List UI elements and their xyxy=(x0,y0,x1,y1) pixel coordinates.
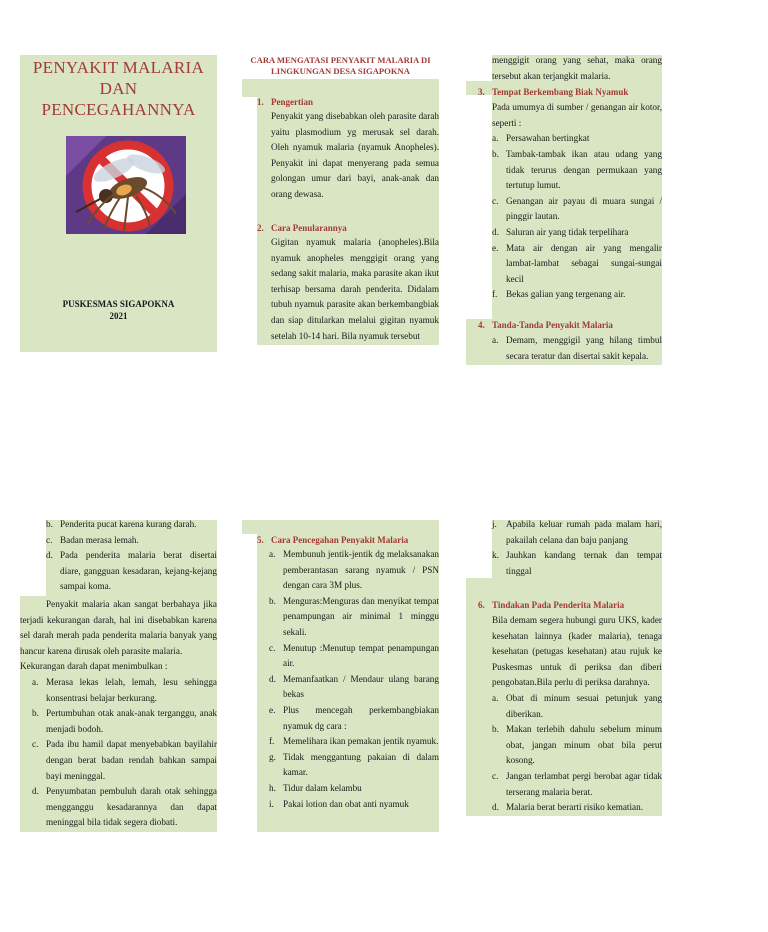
list-item: e. Plus mencegah perkembangbiakan nyamuk dg cara : xyxy=(269,704,439,731)
list-item: d. Penyumbatan pembuluh darah otak sehingga mengganggu kesadarannya dan dapat meninggal bila tidak segera diobati. xyxy=(32,786,217,828)
section-heading: 4. Tanda-Tanda Penyakit Malaria xyxy=(478,319,613,330)
danger-section xyxy=(20,597,217,831)
symptoms-list xyxy=(492,333,662,364)
paragraph: Penyakit malaria akan sangat berbahaya jika terjadi kekurangan darah, hal ini disebabkan karena sel darah merah pada penderita malaria banyak yang hancur karena dirusak oleh parasite malaria. xyxy=(20,599,217,656)
list-item: a. Merasa lekas lelah, lemah, lesu sehingga konsentrasi belajar berkurang. xyxy=(32,676,217,703)
list-item: c. Genangan air payau di muara sungai / pinggir lautan. xyxy=(492,195,662,222)
list-item: a. Persawahan bertingkat xyxy=(492,133,590,144)
list-item: a. Membunuh jentik-jentik dg melaksanakan pemberantasan sarang nyamuk / PSN dengan cara 3M plus. xyxy=(269,549,439,591)
organization-name: PUSKESMAS SIGAPOKNA xyxy=(62,299,175,309)
section-bg xyxy=(466,578,662,594)
list-item: d. Memanfaatkan / Mendaur ulang barang bekas xyxy=(269,673,439,700)
list-item: g. Tidak menggantung pakaian di dalam kamar. xyxy=(269,751,439,778)
list-item: c. Badan merasa lemah. xyxy=(46,534,139,545)
section-heading: 5. Cara Pencegahan Penyakit Malaria xyxy=(257,535,409,545)
list-item: a. Demam, menggigil yang hilang timbul secara teratur dan disertai sakit kepala. xyxy=(492,334,662,361)
cover-title-line3: PENCEGAHANNYA xyxy=(41,100,196,119)
list-item: d. Saluran air yang tidak terpelihara xyxy=(492,226,629,237)
treatment-section xyxy=(478,597,662,816)
prevention-content xyxy=(257,533,439,812)
list-item: k. Jauhkan kandang ternak dan tempat tinggal xyxy=(492,550,662,576)
effects-list xyxy=(20,675,217,831)
list-item: f. Bekas galian yang tergenang air. xyxy=(492,289,626,300)
section-text: Gigitan nyamuk malaria (anopheles).Bila nyamuk anopheles menggigit orang yang sedang sakit malaria, maka parasite akan ikut terhisap bersama darah penderita. Didalam tubuh nyamuk parasite akan berkembangbiak dan siap ditularkan melalui gigitan nyamuk setelah 10-14 hari. Bila nyamuk tersebut xyxy=(271,237,439,341)
prevention-cont xyxy=(492,517,662,579)
breeding-content xyxy=(478,53,662,364)
continued-text: menggigit orang yang sehat, maka orang tersebut akan terjangkit malaria. xyxy=(492,55,662,81)
section-bg xyxy=(242,520,439,534)
list-item: a. Obat di minum sesuai petunjuk yang diberikan. xyxy=(492,692,662,719)
list-item: b. Pertumbuhan otak anak-anak terganggu, anak menjadi bodoh. xyxy=(32,708,217,734)
section-intro: Pada umumya di sumber / genangan air kotor, seperti : xyxy=(492,102,662,128)
list-item: b. Penderita pucat karena kurang darah. xyxy=(46,519,197,529)
section-text: Penyakit yang disebabkan oleh parasite darah yaitu plasmodium yg merusak sel darah. Oleh nyamuk malaria (nyamuk Anopheles). Penyakit ini dapat menyerang pada semua golongan umur dari bayi, anak-anak dan orang dewasa. xyxy=(271,111,439,199)
prevention-list xyxy=(492,517,662,579)
list-item: b. Makan terlebih dahulu sebelum minum obat, jangan minum obat bila perut kosong. xyxy=(492,724,662,766)
panel-definition xyxy=(242,55,439,341)
cover-year: 2021 xyxy=(109,311,128,321)
breeding-list xyxy=(492,131,662,303)
list-item: c. Jangan terlambat pergi berobat agar tidak terserang malaria berat. xyxy=(492,770,662,797)
list-item: d. Malaria berat berarti risiko kematian. xyxy=(492,802,643,813)
cover-title-line2: DAN xyxy=(99,79,138,98)
section-text: Bila demam segera hubungi guru UKS, kader kesehatan lainnya (kader malaria), tenaga kesehatan (petugas kesehatan) atau rujuk ke Puskesmas untuk di periksa dan diberi pengobatan.Bila perlu di periksa darahnya. xyxy=(492,615,662,688)
list-item: b. Tambak-tambak ikan atau udang yang tidak terurus dengan permukaan yang tertutup lumut. xyxy=(492,148,662,191)
list-item: f. Memelihara ikan pemakan jentik nyamuk. xyxy=(269,736,439,747)
symptoms-cont xyxy=(46,517,217,595)
cover-title xyxy=(20,57,217,120)
list-item: i. Pakai lotion dan obat anti nyamuk xyxy=(269,798,409,809)
list-item: j. Apabila keluar rumah pada malam hari, pakailah celana dan baju panjang xyxy=(492,519,662,545)
list-item: c. Menutup :Menutup tempat penampungan air. xyxy=(269,642,439,669)
list-item: h. Tidur dalam kelambu xyxy=(269,782,362,793)
list-item: e. Mata air dengan air yang mengalir lambat-lambat sebagai sungai-sungai kecil xyxy=(492,242,662,284)
cover-title-line1: PENYAKIT MALARIA xyxy=(32,58,205,77)
list-item: b. Menguras:Menguras dan menyikat tempat penampungan air minimal 1 minggu sekali. xyxy=(269,595,439,637)
list-item: c. Pada ibu hamil dapat menyebabkan bayilahir dengan berat badan rendah bahkan sampai bayi meninggal. xyxy=(32,739,217,781)
no-mosquito-icon xyxy=(66,136,186,234)
paragraph: Kekurangan darah dapat menimbulkan : xyxy=(20,661,168,672)
list-item: d. Pada penderita malaria berat disertai diare, gangguan kesadaran, kejang-kejang sampai koma. xyxy=(46,550,217,592)
section-heading: 3. Tempat Berkembang Biak Nyamuk xyxy=(478,87,629,98)
cover-panel xyxy=(20,55,217,352)
section-heading: 1. Pengertian xyxy=(257,97,313,107)
section-penularan xyxy=(257,221,439,344)
prevention-list xyxy=(257,547,439,812)
cover-organization xyxy=(20,298,217,322)
symptoms-list xyxy=(46,517,217,595)
treatment-list xyxy=(492,691,662,816)
section-pengertian xyxy=(257,95,439,203)
section-heading: 2. Cara Penularannya xyxy=(257,223,347,233)
panel-title: CARA MENGATASI PENYAKIT MALARIA DI LINGKUNGAN DESA SIGAPOKNA xyxy=(250,55,431,76)
section-heading: 6. Tindakan Pada Penderita Malaria xyxy=(478,600,625,610)
